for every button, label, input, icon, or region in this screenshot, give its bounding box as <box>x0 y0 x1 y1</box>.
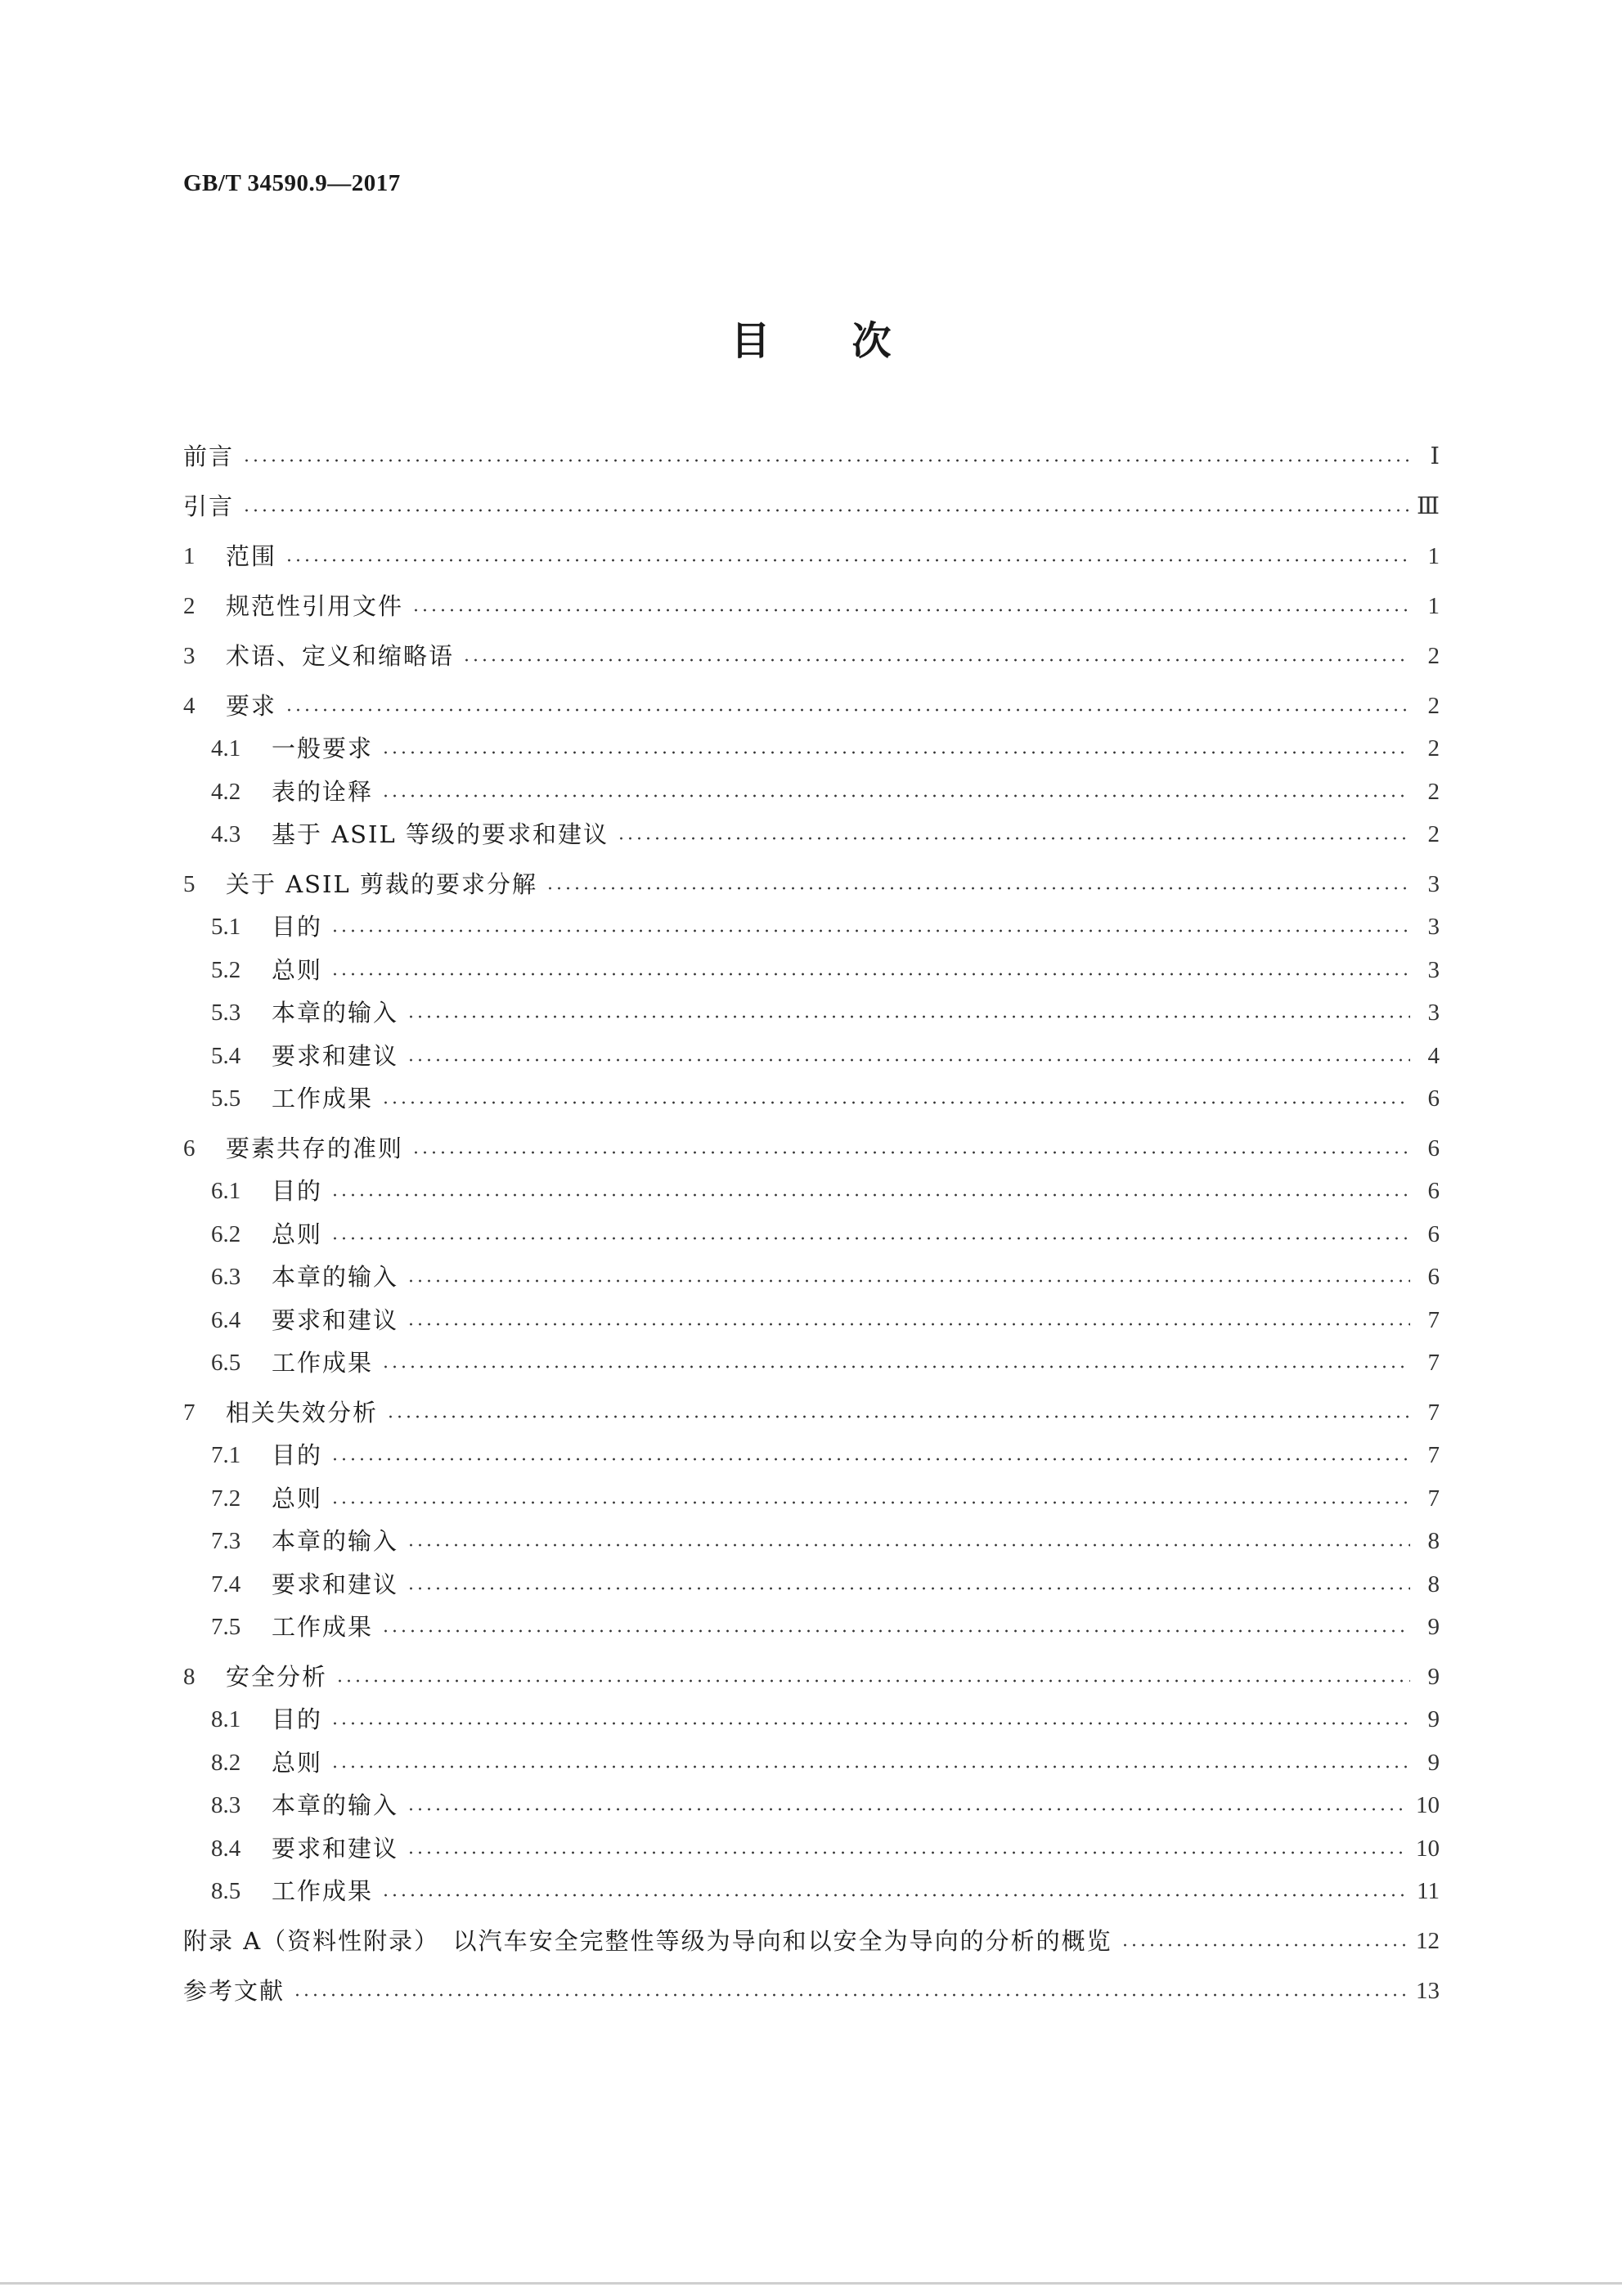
toc-entry-page: 3 <box>1427 1000 1440 1026</box>
toc-entry-number: 4.2 <box>211 779 241 805</box>
toc-entry-label: 要求和建议 <box>272 1306 399 1334</box>
dot-leader <box>381 751 1410 754</box>
toc-entry-label: 一般要求 <box>272 735 374 762</box>
toc-entry[interactable] <box>211 818 1440 851</box>
dot-leader <box>546 887 1410 890</box>
toc-entry-page: 2 <box>1427 821 1440 847</box>
dot-leader <box>462 658 1410 662</box>
toc-entry-label: 术语、定义和缩略语 <box>226 642 455 670</box>
toc-entry-number: 8.4 <box>211 1835 241 1862</box>
toc-entry-page: 7 <box>1427 1350 1440 1376</box>
toc-entry-number: 8.1 <box>211 1706 241 1732</box>
dot-leader <box>407 1808 1408 1811</box>
toc-entry-number: 2 <box>183 593 195 619</box>
toc-entry-page: 12 <box>1416 1928 1440 1954</box>
toc-entry[interactable] <box>183 1925 1440 1957</box>
toc-entry-number: 5.5 <box>211 1085 241 1112</box>
toc-entry-label: 工作成果 <box>272 1085 374 1112</box>
dot-leader <box>386 1415 1410 1418</box>
toc-entry-label: 本章的输入 <box>272 1263 399 1291</box>
toc-entry-number: 4.3 <box>211 821 241 847</box>
toc-entry[interactable] <box>211 775 1440 808</box>
dot-leader <box>330 1193 1410 1197</box>
toc-entry-page: 1 <box>1427 593 1440 619</box>
toc-entry-page: 6 <box>1427 1085 1440 1112</box>
toc-entry-number: 7 <box>183 1400 195 1426</box>
toc-entry-label: 总则 <box>272 956 323 984</box>
toc-entry-number: 8.3 <box>211 1792 241 1818</box>
dot-leader <box>411 1151 1410 1154</box>
toc-entry-page: 6 <box>1427 1264 1440 1290</box>
toc-entry[interactable] <box>211 1346 1440 1379</box>
toc-entry-label: 目的 <box>272 1441 323 1469</box>
toc-entry[interactable] <box>211 1832 1440 1865</box>
toc-entry-label: 要求和建议 <box>272 1042 399 1070</box>
toc-entry[interactable] <box>183 640 1440 672</box>
toc-entry[interactable] <box>211 1611 1440 1643</box>
toc-entry[interactable] <box>211 1525 1440 1557</box>
toc-entry[interactable] <box>211 1568 1440 1601</box>
toc-entry-label: 工作成果 <box>272 1349 374 1377</box>
toc-entry-number: 6 <box>183 1135 195 1161</box>
toc-entry-page: 7 <box>1427 1485 1440 1512</box>
toc-entry-page: 4 <box>1427 1043 1440 1069</box>
toc-title-char-1: 目 <box>730 318 771 364</box>
toc-entry-number: 5 <box>183 871 195 897</box>
toc-entry-page: Ⅰ <box>1430 443 1440 470</box>
dot-leader <box>381 1101 1410 1104</box>
toc-entry-number: 7.3 <box>211 1528 241 1554</box>
dot-leader <box>381 1894 1409 1897</box>
toc-entry-page: 2 <box>1427 643 1440 669</box>
toc-entry[interactable] <box>211 1703 1440 1736</box>
toc-entry-label: 目的 <box>272 1177 323 1205</box>
page-bottom-divider <box>0 2282 1622 2285</box>
toc-entry-page: 2 <box>1427 779 1440 805</box>
toc-entry-number: 5.1 <box>211 914 241 940</box>
toc-entry-page: 3 <box>1427 914 1440 940</box>
toc-entry-page: 8 <box>1427 1571 1440 1597</box>
toc-entry[interactable] <box>211 1304 1440 1337</box>
dot-leader <box>381 1365 1410 1368</box>
toc-entry-number: 4 <box>183 693 195 719</box>
toc-entry[interactable] <box>211 1482 1440 1515</box>
toc-entry-label: 本章的输入 <box>272 999 399 1027</box>
toc-entry-page: Ⅲ <box>1417 493 1440 519</box>
toc-entry-page: 10 <box>1416 1792 1440 1818</box>
toc-entry[interactable] <box>183 1396 1440 1429</box>
toc-entry[interactable] <box>211 1260 1440 1293</box>
toc-entry-page: 13 <box>1416 1978 1440 2004</box>
dot-leader <box>411 609 1410 612</box>
toc-entry-number: 7.2 <box>211 1485 241 1512</box>
dot-leader <box>381 1629 1410 1633</box>
toc-entry-label: 相关失效分析 <box>226 1399 379 1427</box>
toc-entry[interactable] <box>211 954 1440 986</box>
toc-entry-label: 要求和建议 <box>272 1570 399 1598</box>
toc-entry-label: 引言 <box>183 492 235 520</box>
toc-entry[interactable] <box>183 868 1440 901</box>
toc-entry-page: 8 <box>1427 1528 1440 1554</box>
toc-entry[interactable] <box>211 996 1440 1029</box>
toc-entry-number: 3 <box>183 643 195 669</box>
toc-entry[interactable] <box>211 910 1440 943</box>
toc-entry-label: 总则 <box>272 1749 323 1777</box>
dot-leader <box>330 929 1410 932</box>
toc-entry[interactable] <box>183 540 1440 573</box>
toc-entry[interactable] <box>211 732 1440 765</box>
toc-entry[interactable] <box>183 1660 1440 1693</box>
dot-leader <box>285 559 1410 562</box>
toc-entry-number: 6.1 <box>211 1178 241 1204</box>
toc-entry[interactable] <box>183 690 1440 722</box>
toc-entry-page: 1 <box>1427 543 1440 569</box>
toc-entry-page: 9 <box>1427 1750 1440 1776</box>
dot-leader <box>407 1323 1410 1326</box>
toc-entry-page: 9 <box>1427 1614 1440 1640</box>
dot-leader <box>242 509 1409 512</box>
toc-entry[interactable] <box>211 1875 1440 1907</box>
dot-leader <box>242 459 1410 462</box>
dot-leader <box>285 708 1410 712</box>
toc-entry-page: 11 <box>1417 1878 1440 1904</box>
toc-entry[interactable] <box>183 590 1440 622</box>
toc-entry-label: 目的 <box>272 913 323 941</box>
toc-entry-label: 安全分析 <box>226 1663 328 1691</box>
dot-leader <box>407 1015 1410 1018</box>
toc-title-char-2: 次 <box>851 318 892 364</box>
toc-entry-label: 本章的输入 <box>272 1527 399 1555</box>
toc-entry-page: 6 <box>1427 1178 1440 1204</box>
dot-leader <box>330 1501 1410 1504</box>
dot-leader <box>330 1458 1410 1461</box>
toc-entry-number: 7.5 <box>211 1614 241 1640</box>
toc-entry-page: 3 <box>1427 957 1440 983</box>
toc-entry-number: 8 <box>183 1664 195 1690</box>
toc-entry-label: 要求和建议 <box>272 1835 399 1862</box>
dot-leader <box>381 794 1410 798</box>
toc-entry-page: 9 <box>1427 1664 1440 1690</box>
toc-entry-label: 关于 ASIL 剪裁的要求分解 <box>226 870 537 898</box>
toc-entry-number: 6.4 <box>211 1307 241 1333</box>
dot-leader <box>330 973 1410 976</box>
toc-entry-number: 8.2 <box>211 1750 241 1776</box>
toc-entry-number: 6.5 <box>211 1350 241 1376</box>
toc-entry-label: 附录 A（资料性附录） 以汽车安全完整性等级为导向和以安全为导向的分析的概览 <box>183 1927 1112 1955</box>
toc-entry-label: 表的诠释 <box>272 778 374 806</box>
toc-entry-number: 7.1 <box>211 1442 241 1468</box>
toc-entry-number: 5.2 <box>211 957 241 983</box>
toc-entry-label: 前言 <box>183 443 235 470</box>
toc-entry-page: 10 <box>1416 1835 1440 1862</box>
toc-entry-page: 6 <box>1427 1135 1440 1161</box>
dot-leader <box>617 837 1410 840</box>
toc-entry[interactable] <box>211 1746 1440 1779</box>
toc-entry-label: 参考文献 <box>183 1977 285 2005</box>
toc-entry-page: 9 <box>1427 1706 1440 1732</box>
toc-entry[interactable] <box>183 1975 1440 2007</box>
dot-leader <box>330 1237 1410 1240</box>
toc-entry-label: 总则 <box>272 1220 323 1248</box>
toc-entry[interactable] <box>211 1789 1440 1822</box>
toc-entry-page: 2 <box>1427 693 1440 719</box>
dot-leader <box>330 1722 1410 1725</box>
standard-code: GB/T 34590.9—2017 <box>183 170 401 196</box>
toc-entry-label: 总则 <box>272 1485 323 1512</box>
dot-leader <box>407 1851 1408 1854</box>
toc-entry[interactable] <box>183 490 1440 523</box>
toc-entry-page: 3 <box>1427 871 1440 897</box>
toc-entry-label: 要素共存的准则 <box>226 1135 404 1162</box>
toc-entry-number: 6.3 <box>211 1264 241 1290</box>
toc-entry-label: 基于 ASIL 等级的要求和建议 <box>272 820 609 848</box>
toc-entry-number: 6.2 <box>211 1221 241 1247</box>
toc-entry-label: 工作成果 <box>272 1877 374 1905</box>
toc-entry-page: 6 <box>1427 1221 1440 1247</box>
dot-leader <box>407 1058 1410 1062</box>
dot-leader <box>407 1587 1410 1590</box>
toc-entry-page: 7 <box>1427 1307 1440 1333</box>
toc-entry-page: 7 <box>1427 1400 1440 1426</box>
toc-entry-number: 7.4 <box>211 1571 241 1597</box>
toc-entry[interactable] <box>211 1040 1440 1072</box>
toc-entry-number: 1 <box>183 543 195 569</box>
dot-leader <box>330 1765 1410 1768</box>
toc-entry[interactable] <box>211 1082 1440 1115</box>
dot-leader <box>335 1679 1410 1683</box>
toc-entry[interactable] <box>183 1132 1440 1165</box>
toc-entry-label: 范围 <box>226 542 277 570</box>
dot-leader <box>407 1279 1410 1283</box>
toc-entry-number: 5.3 <box>211 1000 241 1026</box>
toc-entry-label: 本章的输入 <box>272 1791 399 1819</box>
toc-entry-label: 要求 <box>226 692 277 720</box>
toc-entry[interactable] <box>211 1175 1440 1207</box>
toc-entry-number: 8.5 <box>211 1878 241 1904</box>
toc-title <box>0 309 1622 366</box>
toc-entry-label: 目的 <box>272 1705 323 1733</box>
toc-entry-label: 规范性引用文件 <box>226 592 404 620</box>
toc-entry[interactable] <box>211 1439 1440 1472</box>
dot-leader <box>407 1543 1410 1547</box>
toc-entry-page: 7 <box>1427 1442 1440 1468</box>
dot-leader <box>293 1993 1408 1997</box>
toc-entry[interactable] <box>183 440 1440 473</box>
toc-entry-number: 4.1 <box>211 735 241 762</box>
dot-leader <box>1121 1943 1408 1947</box>
toc-entry-label: 工作成果 <box>272 1613 374 1641</box>
toc-entry-number: 5.4 <box>211 1043 241 1069</box>
toc-entry-page: 2 <box>1427 735 1440 762</box>
toc-entry[interactable] <box>211 1218 1440 1251</box>
